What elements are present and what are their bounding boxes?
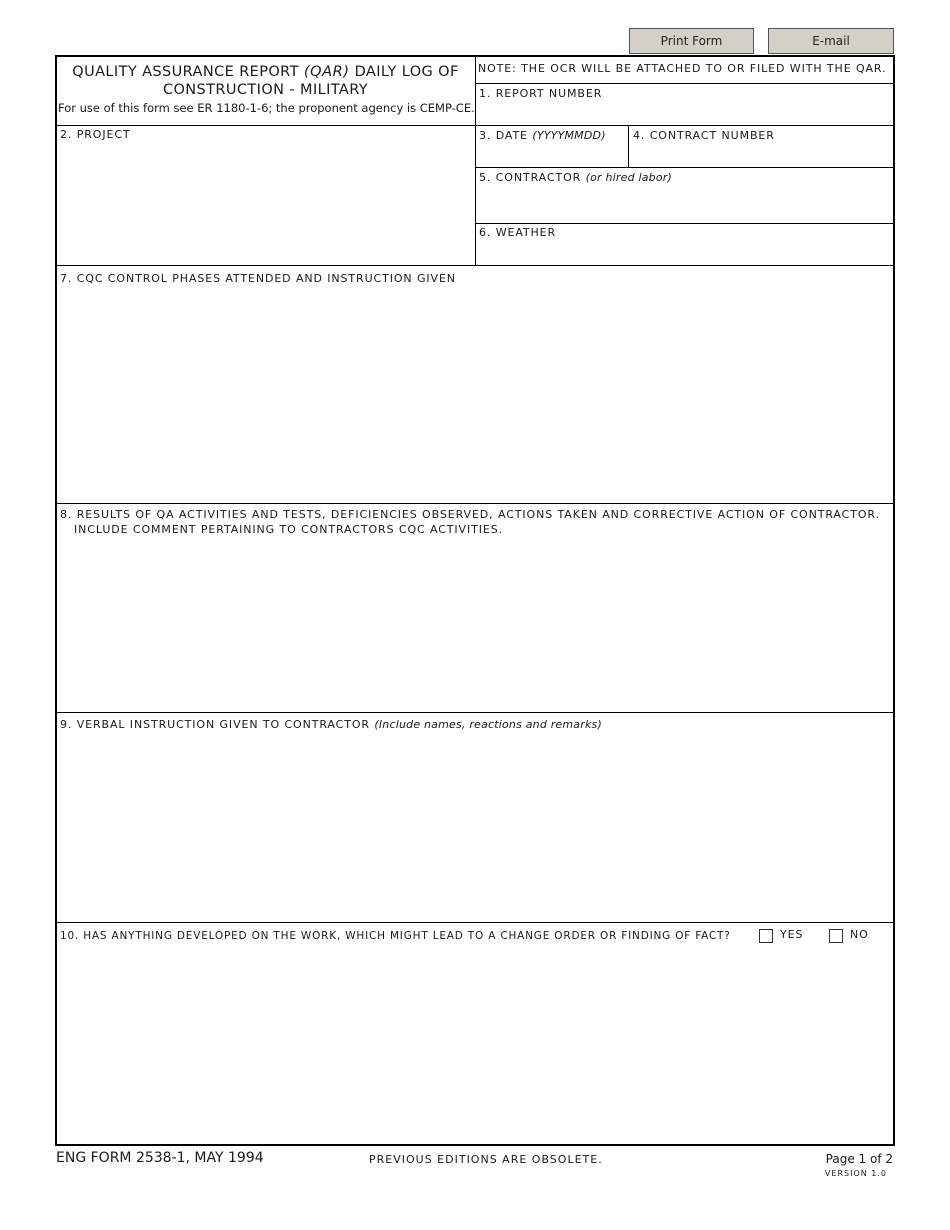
project-field[interactable] xyxy=(56,126,475,265)
form-title: QUALITY ASSURANCE REPORT (QAR) DAILY LOG OF CONSTRUCTION - MILITARY xyxy=(72,64,459,98)
contract-number-field[interactable] xyxy=(629,126,894,167)
weather-field[interactable] xyxy=(476,224,894,265)
print-form-button[interactable]: Print Form xyxy=(629,28,754,54)
previous-editions-note: PREVIOUS EDITIONS ARE OBSOLETE. xyxy=(369,1153,603,1166)
form-subtitle: For use of this form see ER 1180-1-6; the proponent agency is CEMP-CE. xyxy=(58,101,475,115)
change-order-yes-label: YES xyxy=(780,928,804,941)
qa-results-label-line2: INCLUDE COMMENT PERTAINING TO CONTRACTORS CQC ACTIVITIES. xyxy=(74,523,504,536)
form-version: VERSION 1.0 xyxy=(824,1169,887,1178)
qa-results-label-line1: 8. RESULTS OF QA ACTIVITIES AND TESTS, DEFICIENCIES OBSERVED, ACTIONS TAKEN AND CORRECTIVE ACTION OF CONTRACTOR. xyxy=(60,508,880,521)
project-label: 2. PROJECT xyxy=(60,128,131,141)
change-order-no-checkbox[interactable] xyxy=(829,929,843,943)
ocr-note: NOTE: THE OCR WILL BE ATTACHED TO OR FILED WITH THE QAR. xyxy=(478,62,887,75)
contractor-field[interactable] xyxy=(476,168,894,223)
change-order-yes-checkbox[interactable] xyxy=(759,929,773,943)
contractor-label: 5. CONTRACTOR (or hired labor) xyxy=(479,171,672,184)
report-number-label: 1. REPORT NUMBER xyxy=(479,87,603,100)
email-button[interactable]: E-mail xyxy=(768,28,894,54)
weather-label: 6. WEATHER xyxy=(479,226,557,239)
form-identifier: ENG FORM 2538-1, MAY 1994 xyxy=(56,1150,264,1166)
contract-number-label: 4. CONTRACT NUMBER xyxy=(633,129,775,142)
change-order-no-label: NO xyxy=(850,928,869,941)
page-number: Page 1 of 2 xyxy=(825,1152,893,1166)
date-label: 3. DATE (YYYYMMDD) xyxy=(479,129,606,142)
change-order-label: 10. HAS ANYTHING DEVELOPED ON THE WORK, WHICH MIGHT LEAD TO A CHANGE ORDER OR FINDING OF FACT? xyxy=(60,930,731,942)
cqc-phases-field[interactable] xyxy=(56,266,894,503)
verbal-instruction-field[interactable] xyxy=(56,713,894,922)
report-number-field[interactable] xyxy=(476,84,894,125)
verbal-instruction-label: 9. VERBAL INSTRUCTION GIVEN TO CONTRACTOR (Include names, reactions and remarks) xyxy=(60,718,602,731)
date-field[interactable] xyxy=(476,126,628,167)
cqc-phases-label: 7. CQC CONTROL PHASES ATTENDED AND INSTRUCTION GIVEN xyxy=(60,272,456,285)
change-order-field[interactable] xyxy=(56,946,894,1144)
qa-results-field[interactable] xyxy=(56,504,894,712)
section-10-top-rule xyxy=(56,922,894,923)
